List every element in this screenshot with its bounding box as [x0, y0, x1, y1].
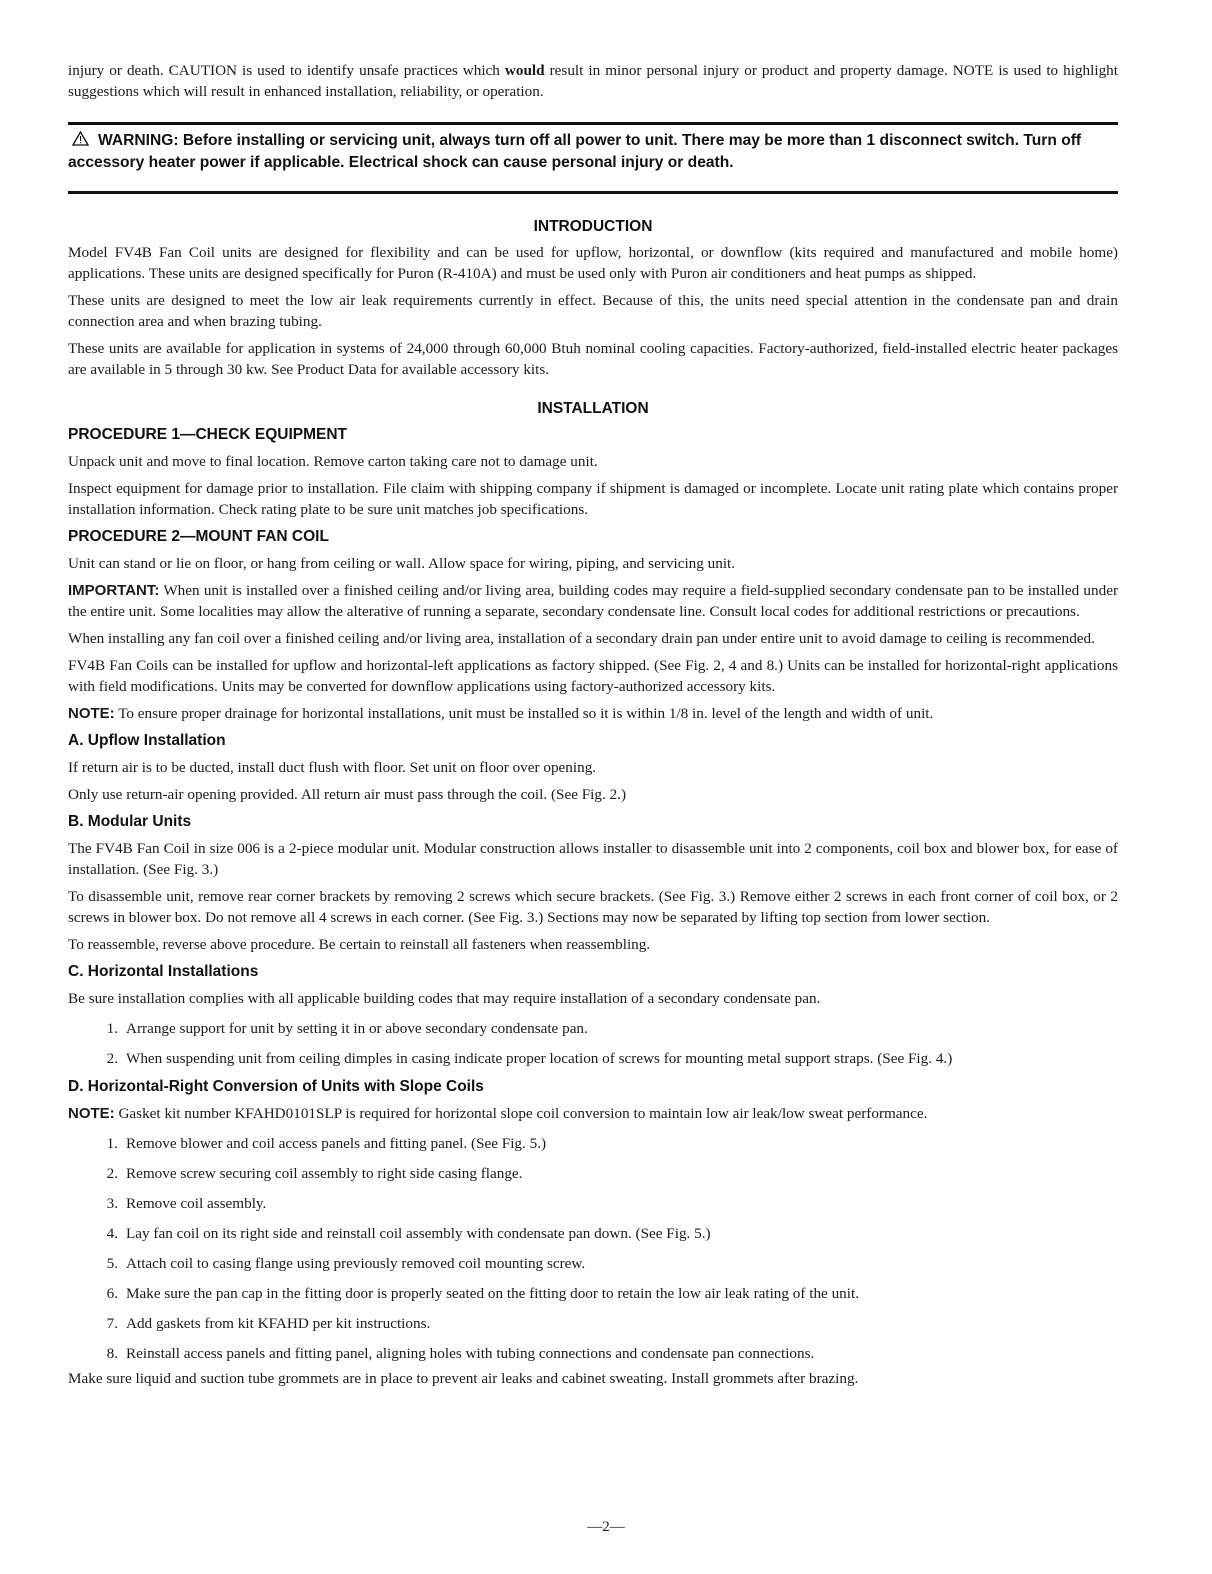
section-d-heading: D. Horizontal-Right Conversion of Units with Slope Coils [68, 1078, 484, 1095]
document-page [68, 60, 1118, 1389]
list-item-number: 8. [106, 1345, 118, 1362]
important-text: When unit is installed over a finished ceiling and/or living area, building codes may require a field-supplied secondary condensate pan to be installed under the entire unit. Some localities may allow the alterative of running a separate, secondary condensate line. Consult local codes for additional restrictions or precautions. [68, 582, 1118, 620]
list-item-number: 7. [106, 1315, 118, 1332]
procedure-2-paragraph-1: Unit can stand or lie on floor, or hang from ceiling or wall. Allow space for wiring, piping, and servicing unit. [68, 555, 736, 572]
top-paragraph [68, 60, 1118, 102]
section-c-heading: C. Horizontal Installations [68, 963, 259, 980]
top-paragraph-text-end: result in minor personal injury or product and property damage. NOTE is used to highlight suggestions which will result in enhanced installation, reliability, or operation. [68, 62, 1118, 100]
section-b-paragraph-3: To reassemble, reverse above procedure. Be certain to reinstall all fasteners when reassembling. [68, 936, 651, 953]
list-item-number: 2. [106, 1050, 118, 1067]
intro-paragraph-2: These units are designed to meet the low air leak requirements currently in effect. Because of this, the units need special attention in the condensate pan and drain connection area and when brazing tubing. [68, 292, 1118, 330]
section-d-note [68, 1103, 1118, 1124]
list-item-text: Lay fan coil on its right side and reinstall coil assembly with condensate pan down. (See Fig. 5.) [126, 1225, 711, 1242]
procedure-2-heading: PROCEDURE 2—MOUNT FAN COIL [68, 528, 329, 545]
list-item-number: 1. [106, 1020, 118, 1037]
note-label: NOTE: [68, 705, 115, 722]
top-paragraph-bold: would [504, 62, 545, 79]
list-item-text: Arrange support for unit by setting it in or above secondary condensate pan. [126, 1020, 588, 1037]
section-b-paragraph-1: The FV4B Fan Coil in size 006 is a 2-piece modular unit. Modular construction allows installer to disassemble unit into 2 components, coil box and blower box, for ease of installation. (See Fig. 3.) [68, 840, 1118, 878]
list-item [68, 1253, 1118, 1274]
section-a-paragraph-2: Only use return-air opening provided. All return air must pass through the coil. (See Fig. 2.) [68, 786, 627, 803]
list-item [68, 1018, 1118, 1039]
list-item-number: 1. [106, 1135, 118, 1152]
list-item-number: 3. [106, 1195, 118, 1212]
section-c-intro: Be sure installation complies with all applicable building codes that may require installation of a secondary condensate pan. [68, 990, 821, 1007]
procedure-2-paragraph-2: When installing any fan coil over a finished ceiling and/or living area, installation of a secondary drain pan under entire unit to avoid damage to ceiling is recommended. [68, 630, 1095, 647]
list-item-text: When suspending unit from ceiling dimples in casing indicate proper location of screws for mounting metal support straps. (See Fig. 4.) [126, 1050, 953, 1067]
procedure-2-paragraph-3: FV4B Fan Coils can be installed for upflow and horizontal-left applications as factory shipped. (See Fig. 2, 4 and 8.) Units can be installed for horizontal-right applications with field modifications. Units may be converted for downflow applications using factory-authorized accessory kits. [68, 657, 1118, 695]
list-item [68, 1048, 1118, 1069]
warning-box [68, 122, 1118, 194]
section-d-closing: Make sure liquid and suction tube grommets are in place to prevent air leaks and cabinet sweating. Install grommets after brazing. [68, 1370, 859, 1387]
list-item [68, 1193, 1118, 1214]
procedure-1-heading: PROCEDURE 1—CHECK EQUIPMENT [68, 426, 348, 443]
list-item [68, 1223, 1118, 1244]
list-item [68, 1133, 1118, 1154]
list-item-text: Remove coil assembly. [126, 1195, 267, 1212]
important-label: IMPORTANT: [68, 582, 160, 599]
page-number: —2— [587, 1519, 625, 1535]
list-item [68, 1283, 1118, 1304]
section-a-paragraph-1: If return air is to be ducted, install duct flush with floor. Set unit on floor over opening. [68, 759, 597, 776]
note-text: To ensure proper drainage for horizontal installations, unit must be installed so it is within 1/8 in. level of the length and width of unit. [114, 705, 934, 722]
section-d-list [68, 1133, 1118, 1364]
list-item-number: 4. [106, 1225, 118, 1242]
list-item-text: Attach coil to casing flange using previously removed coil mounting screw. [126, 1255, 586, 1272]
note-paragraph [68, 703, 1118, 724]
section-b-heading: B. Modular Units [68, 813, 192, 830]
note-text: Gasket kit number KFAHD0101SLP is required for horizontal slope coil conversion to maintain low air leak/low sweat performance. [114, 1105, 928, 1122]
section-a-heading: A. Upflow Installation [68, 732, 226, 749]
installation-heading: INSTALLATION [537, 400, 649, 417]
list-item-text: Reinstall access panels and fitting panel, aligning holes with tubing connections and condensate pan connections. [126, 1345, 815, 1362]
list-item [68, 1163, 1118, 1184]
list-item-number: 6. [106, 1285, 118, 1302]
intro-paragraph-1: Model FV4B Fan Coil units are designed for flexibility and can be used for upflow, horizontal, or downflow (kits required and manufactured and mobile home) applications. These units are designed specifically for Puron (R-410A) and must be used only with Puron air conditioners and heat pumps as shipped. [68, 244, 1118, 282]
list-item-text: Remove screw securing coil assembly to right side casing flange. [126, 1165, 523, 1182]
list-item [68, 1313, 1118, 1334]
section-b-paragraph-2: To disassemble unit, remove rear corner brackets by removing 2 screws which secure brackets. (See Fig. 3.) Remove either 2 screws in each front corner of coil box, or 2 screws in blower box. Do not remove all 4 screws in each corner. (See Fig. 3.) Sections may now be separated by lifting top section from lower section. [68, 888, 1118, 926]
important-paragraph [68, 580, 1118, 622]
list-item-number: 2. [106, 1165, 118, 1182]
list-item-number: 5. [106, 1255, 118, 1272]
note-label: NOTE: [68, 1105, 115, 1122]
list-item-text: Make sure the pan cap in the fitting door is properly seated on the fitting door to retain the low air leak rating of the unit. [126, 1285, 860, 1302]
warning-text: WARNING: Before installing or servicing unit, always turn off all power to unit. There may be more than 1 disconnect switch. Turn off accessory heater power if applicable. Electrical shock can cause personal injury or death. [68, 132, 1082, 171]
introduction-heading: INTRODUCTION [533, 218, 653, 235]
top-paragraph-text: injury or death. CAUTION is used to identify unsafe practices which [68, 62, 505, 79]
list-item [68, 1343, 1118, 1364]
section-c-list [68, 1018, 1118, 1069]
procedure-1-paragraph-2: Inspect equipment for damage prior to installation. File claim with shipping company if shipment is damaged or incomplete. Locate unit rating plate which contains proper installation information. Check rating plate to be sure unit matches job specifications. [68, 480, 1118, 518]
intro-paragraph-3: These units are available for application in systems of 24,000 through 60,000 Btuh nominal cooling capacities. Factory-authorized, field-installed electric heater packages are available in 5 through 30 kw. See Product Data for available accessory kits. [68, 340, 1118, 378]
list-item-text: Add gaskets from kit KFAHD per kit instructions. [126, 1315, 431, 1332]
warning-triangle-icon [72, 131, 90, 152]
procedure-1-paragraph-1: Unpack unit and move to final location. Remove carton taking care not to damage unit. [68, 453, 598, 470]
list-item-text: Remove blower and coil access panels and fitting panel. (See Fig. 5.) [126, 1135, 547, 1152]
